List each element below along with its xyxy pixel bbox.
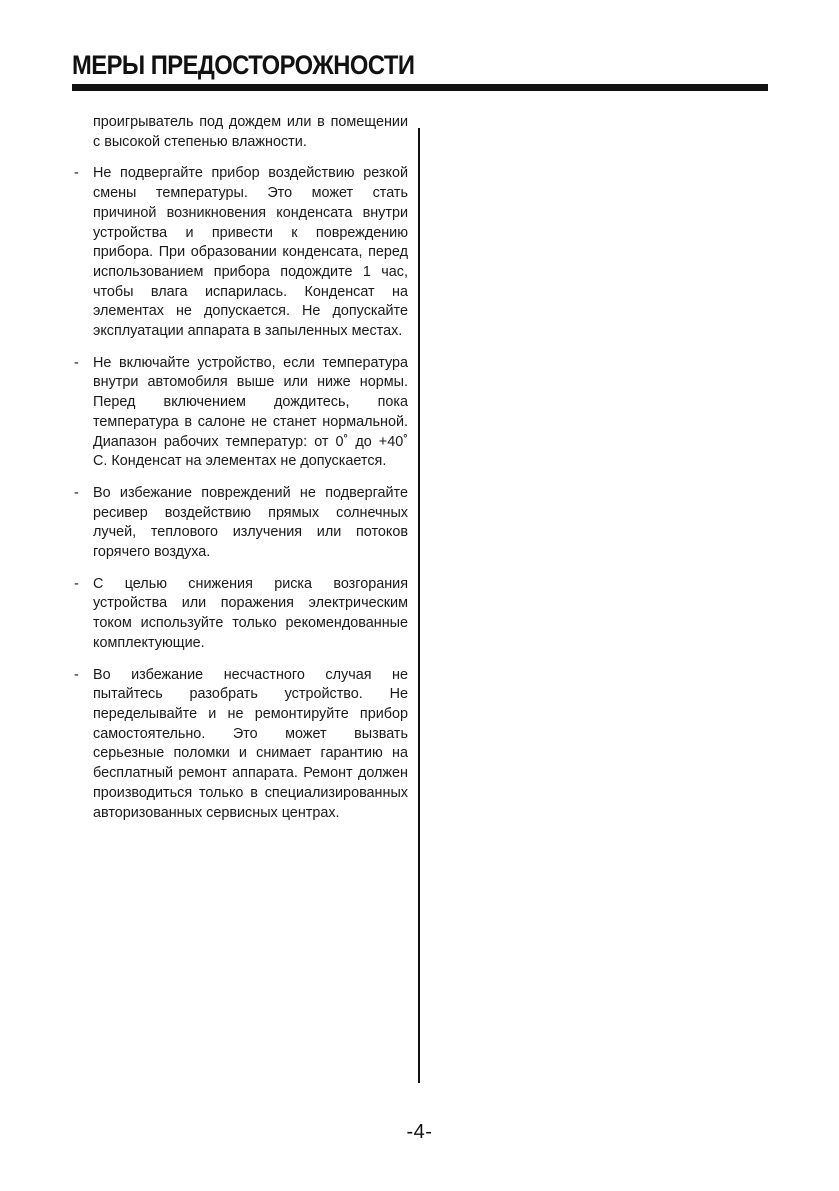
list-item — [72, 484, 408, 563]
page-title: МЕРЫ ПРЕДОСТОРОЖНОСТИ — [72, 50, 415, 80]
list-item — [72, 164, 408, 341]
list-bullet: - — [74, 666, 79, 683]
content-column — [72, 113, 408, 835]
list-bullet: - — [74, 165, 79, 182]
continuation-paragraph — [72, 113, 408, 152]
list-item-text: Не включайте устройство, если температура внутри автомобиля выше или ниже нормы. Перед включением дождитесь, пока температура в салоне не станет нормальной. Диапазон рабочих температур: от 0˚ до +40˚ С. Конденсат на элементах не допускается. — [93, 354, 408, 470]
list-bullet: - — [74, 575, 79, 592]
title-underline — [72, 84, 768, 91]
column-divider — [418, 128, 420, 1083]
list-item — [72, 666, 408, 824]
list-item-text: Во избежание несчастного случая не пытайтесь разобрать устройство. Не переделывайте и не ремонтируйте прибор самостоятельно. Это может вызвать серьезные поломки и снимает гарантию на бесплатный ремонт аппарата. Ремонт должен производиться только в специализированных авторизованных сервисных центрах. — [93, 666, 408, 821]
list-item-text: С целью снижения риска возгорания устройства или поражения электрическим током используйте только рекомендованные комплектующие. — [93, 575, 408, 651]
paragraph-text: проигрыватель под дождем или в помещении с высокой степенью влажности. — [93, 114, 408, 150]
list-bullet: - — [74, 484, 79, 501]
list-bullet: - — [74, 354, 79, 371]
list-item-text: Во избежание повреждений не подвергайте ресивер воздействию прямых солнечных лучей, теплового излучения или потоков горячего воздуха. — [93, 484, 408, 561]
list-item-text: Не подвергайте прибор воздействию резкой смены температуры. Это может стать причиной возникновения конденсата внутри устройства и привести к повреждению прибора. При образовании конденсата, перед использованием прибора подождите 1 час, чтобы влага испарилась. Конденсат на элементах не допускается. Не допускайте эксплуатации аппарата в запыленных местах. — [93, 165, 408, 340]
list-item — [72, 575, 408, 654]
page-number: -4- — [406, 1121, 433, 1143]
list-item — [72, 354, 408, 472]
